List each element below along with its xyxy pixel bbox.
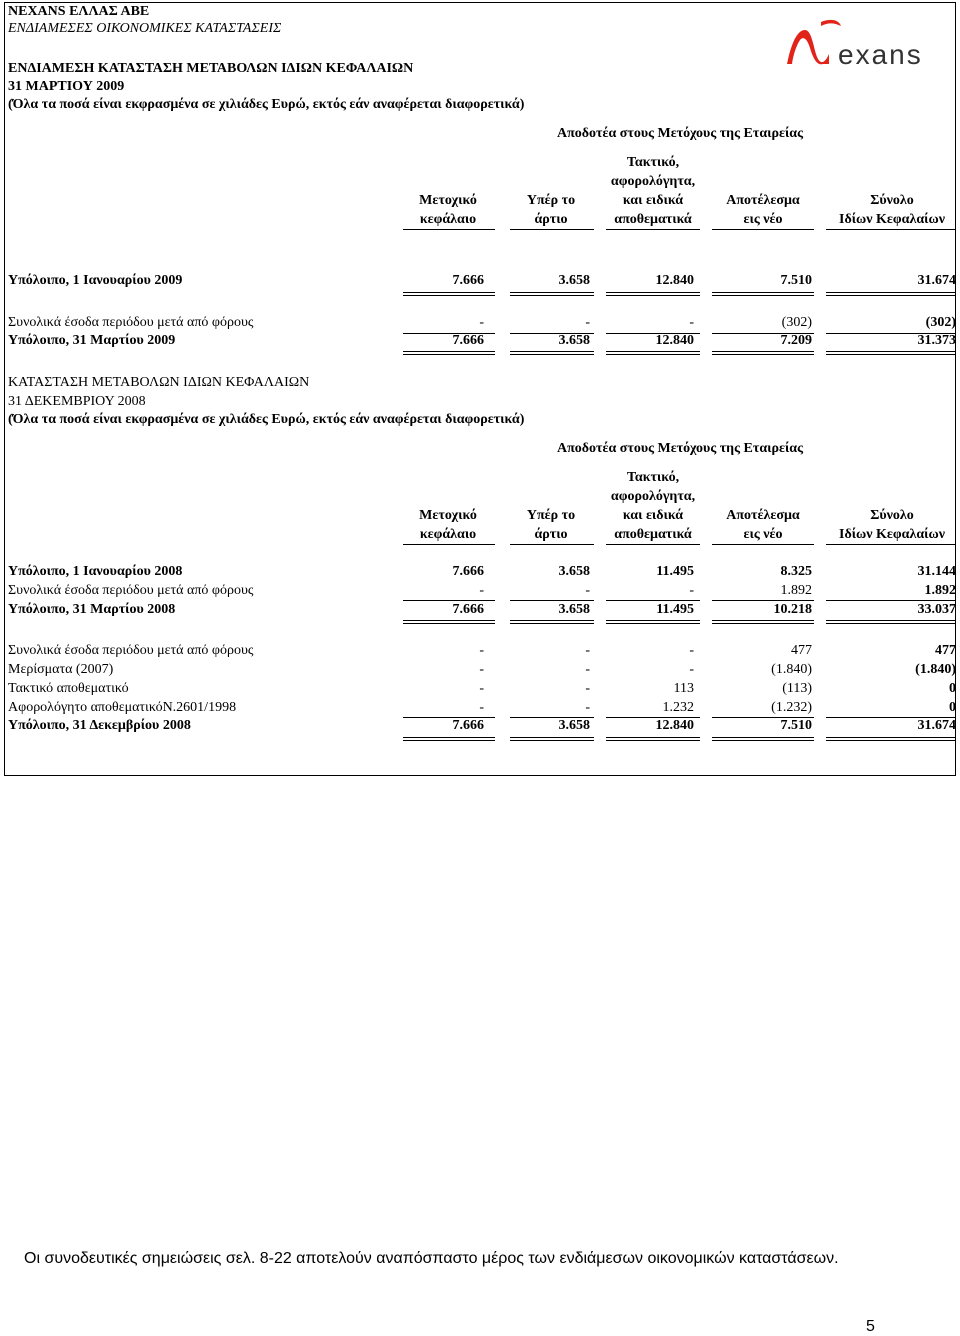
logo-swoosh <box>821 20 841 26</box>
s1-col-reserves: Τακτικό, αφορολόγητα, και ειδικά αποθεματικά <box>610 155 696 227</box>
s2-col-reserves: Τακτικό, αφορολόγητα, και ειδικά αποθεματικά <box>610 470 696 542</box>
section2-group-header: Αποδοτέα στους Μετόχους της Εταιρείας <box>556 441 804 456</box>
s1-col-share-capital: Μετοχικό κεφάλαιο <box>419 193 477 227</box>
company-name: NEXANS ΕΛΛΑΣ ΑΒΕ <box>8 4 150 19</box>
section2-note: (Όλα τα ποσά είναι εκφρασμένα σε χιλιάδες Ευρώ, εκτός εάν αναφέρεται διαφορετικά) <box>8 412 525 427</box>
s2-col-total-equity: Σύνολο Ιδίων Κεφαλαίων <box>839 508 945 542</box>
footer-note: Οι συνοδευτικές σημειώσεις σελ. 8-22 αποτελούν αναπόσπαστο μέρος των ενδιάμεσων οικονομικών καταστάσεων. <box>24 1250 839 1267</box>
table-row: Υπόλοιπο, 31 Μαρτίου 2008 7.666 3.658 11.495 10.218 33.037 <box>8 602 956 617</box>
section2-date: 31 ΔΕΚΕΜΒΡΙΟΥ 2008 <box>8 394 146 409</box>
section1-note: (Όλα τα ποσά είναι εκφρασμένα σε χιλιάδες Ευρώ, εκτός εάν αναφέρεται διαφορετικά) <box>8 97 525 112</box>
s1-header-rule-5 <box>826 229 956 230</box>
document-subtitle: ΕΝΔΙΑΜΕΣΕΣ ΟΙΚΟΝΟΜΙΚΕΣ ΚΑΤΑΣΤΑΣΕΙΣ <box>8 21 282 36</box>
table-row: Υπόλοιπο, 1 Ιανουαρίου 2009 7.666 3.658 12.840 7.510 31.674 <box>8 273 956 288</box>
s1-col-total-equity: Σύνολο Ιδίων Κεφαλαίων <box>839 193 945 227</box>
logo-wordmark: exans <box>838 39 923 70</box>
table-row: Υπόλοιπο, 31 Μαρτίου 2009 7.666 3.658 12.840 7.209 31.373 <box>8 333 956 348</box>
table-row: Συνολικά έσοδα περιόδου μετά από φόρους - - - (302) (302) <box>8 315 956 330</box>
table-row: Συνολικά έσοδα περιόδου μετά από φόρους - - - 477 477 <box>8 643 956 658</box>
page-number: 5 <box>866 1318 875 1335</box>
s1-col-retained-earnings: Αποτέλεσμα εις νέο <box>726 193 800 227</box>
table-row: Τακτικό αποθεματικό - - 113 (113) 0 <box>8 681 956 696</box>
s2-col-retained-earnings: Αποτέλεσμα εις νέο <box>726 508 800 542</box>
s1-header-rule-1 <box>403 229 495 230</box>
table-row: Υπόλοιπο, 31 Δεκεμβρίου 2008 7.666 3.658 12.840 7.510 31.674 <box>8 718 956 733</box>
section1-title: ΕΝΔΙΑΜΕΣΗ ΚΑΤΑΣΤΑΣΗ ΜΕΤΑΒΟΛΩΝ ΙΔΙΩΝ ΚΕΦΑΛΑΙΩΝ <box>8 61 414 76</box>
table-row: Συνολικά έσοδα περιόδου μετά από φόρους - - - 1.892 1.892 <box>8 583 956 598</box>
logo-n-mark <box>787 30 829 64</box>
table-row: Αφορολόγητο αποθεματικόΝ.2601/1998 - - 1.232 (1.232) 0 <box>8 700 956 715</box>
table-row: Υπόλοιπο, 1 Ιανουαρίου 2008 7.666 3.658 11.495 8.325 31.144 <box>8 564 956 579</box>
table-row: Μερίσματα (2007) - - - (1.840) (1.840) <box>8 662 956 677</box>
s1-header-rule-4 <box>712 229 814 230</box>
section1-group-header: Αποδοτέα στους Μετόχους της Εταιρείας <box>556 126 804 141</box>
s1-header-rule-2 <box>510 229 594 230</box>
s1-col-share-premium: Υπέρ το άρτιο <box>526 193 576 227</box>
s2-col-share-premium: Υπέρ το άρτιο <box>526 508 576 542</box>
nexans-logo <box>783 14 953 72</box>
section1-date: 31 ΜΑΡΤΙΟΥ 2009 <box>8 79 125 94</box>
s1-header-rule-3 <box>606 229 700 230</box>
section2-title: ΚΑΤΑΣΤΑΣΗ ΜΕΤΑΒΟΛΩΝ ΙΔΙΩΝ ΚΕΦΑΛΑΙΩΝ <box>8 375 310 390</box>
s2-col-share-capital: Μετοχικό κεφάλαιο <box>419 508 477 542</box>
